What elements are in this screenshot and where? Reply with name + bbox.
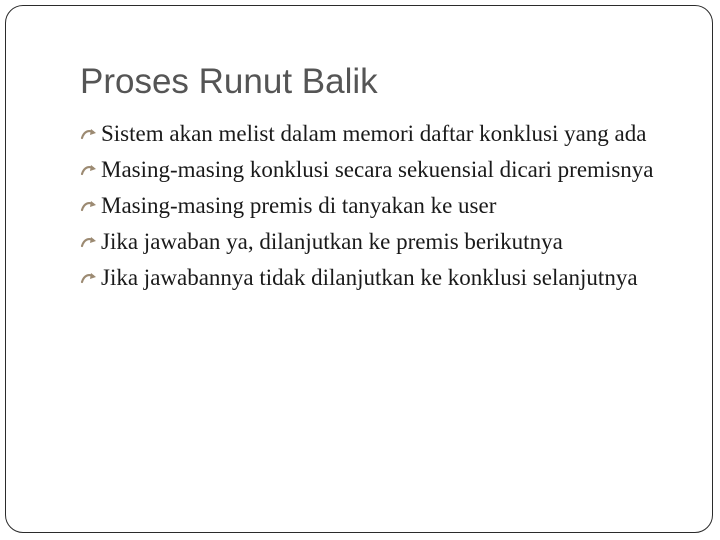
bullet-text: Jika jawaban ya, dilanjutkan ke premis berikutnya — [101, 229, 563, 254]
curved-arrow-bullet-icon — [80, 199, 98, 213]
bullet-item — [80, 120, 680, 148]
bullet-item — [80, 192, 680, 220]
curved-arrow-bullet-icon — [80, 271, 98, 285]
bullet-text: Sistem akan melist dalam memori daftar konklusi yang ada — [101, 121, 647, 146]
bullet-item — [80, 156, 680, 184]
bullet-item — [80, 228, 680, 256]
bullet-text: Jika jawabannya tidak dilanjutkan ke konklusi selanjutnya — [101, 265, 638, 290]
slide-title: Proses Runut Balik — [80, 62, 378, 101]
bullet-item — [80, 264, 680, 292]
bullet-text: Masing-masing premis di tanyakan ke user — [101, 193, 497, 218]
curved-arrow-bullet-icon — [80, 235, 98, 249]
curved-arrow-bullet-icon — [80, 127, 98, 141]
bullet-list — [80, 120, 680, 300]
curved-arrow-bullet-icon — [80, 163, 98, 177]
bullet-text: Masing-masing konklusi secara sekuensial dicari premisnya — [101, 157, 654, 182]
